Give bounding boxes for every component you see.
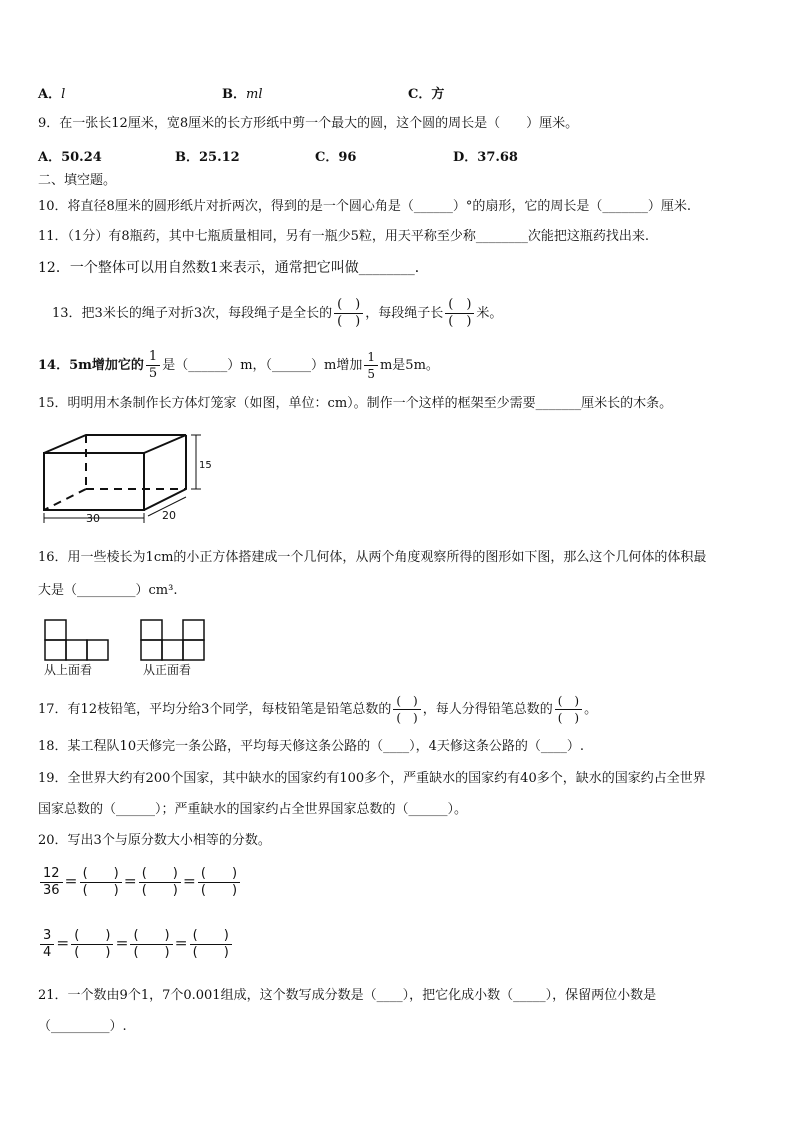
q16-front-view-grid — [140, 619, 206, 661]
q19-line1: 19．全世界大约有200个国家，其中缺水的国家约有100多个，严重缺水的国家约有40多个，缺水的国家约占全世界 — [38, 771, 706, 786]
q20-blank-fraction: $\frac{( )}{( )}$ — [190, 928, 232, 961]
q16-front-view-label: 从正面看 — [143, 663, 192, 677]
length-label: 30 — [86, 512, 100, 525]
q11-text: 11．（1分）有8瓶药，其中七瓶质量相同，另有一瓶少5粒，用天平称至少称________次能把这瓶药找出来. — [38, 229, 649, 244]
cuboid-top-edges — [44, 435, 186, 453]
q13-fraction-1: $\frac{( )}{( )}$ — [334, 297, 363, 330]
q14-fraction-1: $\frac{1}{5}$ — [146, 349, 160, 382]
q21-line2: （_________）. — [38, 1019, 127, 1034]
q20-blank-fraction: $\frac{( )}{( )}$ — [130, 928, 172, 961]
q8-option-c: C．方 — [408, 87, 445, 102]
q17-fraction-2: $\frac{( )}{( )}$ — [555, 693, 582, 726]
q15-cuboid-figure — [36, 428, 216, 528]
width-label: 20 — [162, 509, 176, 522]
q13-text: 13．把3米长的绳子对折3次，每段绳子是全长的 $\frac{( )}{( )}$ ，每段绳子长 $\frac{( )}{( )}$ 米。 — [52, 297, 503, 329]
q16-line2: 大是（_________）cm³. — [38, 583, 178, 598]
q14-text: 14．5m增加它的 $\frac{1}{5}$ 是（______）m，（______）m增加 $\frac{1}{5}$ m是5m。 — [38, 349, 439, 381]
q20-fraction-12-36: $\frac{12}{36}$ — [40, 866, 63, 899]
q19-line2: 国家总数的（______）；严重缺水的国家约占全世界国家总数的（______）。 — [38, 802, 468, 817]
q20-blank-fraction: $\frac{( )}{( )}$ — [80, 866, 122, 899]
cuboid-right-edges — [144, 435, 186, 510]
q13-fraction-2: $\frac{( )}{( )}$ — [445, 297, 474, 330]
q20-blank-fraction: $\frac{( )}{( )}$ — [198, 866, 240, 899]
q17-text: 17．有12枝铅笔，平均分给3个同学，每枝铅笔是铅笔总数的 $\frac{( )}{( )}$ ，每人分得铅笔总数的 $\frac{( )}{( )}$ 。 — [38, 694, 598, 725]
q20-blank-fraction: $\frac{( )}{( )}$ — [71, 928, 113, 961]
q21-line1: 21．一个数由9个1，7个0.001组成，这个数写成分数是（____），把它化成小数（_____），保留两位小数是 — [38, 988, 657, 1003]
q20-row-2: $\frac{3}{4}$ ＝ $\frac{( )}{( )}$ ＝ $\frac{( )}{( )}$ ＝ $\frac{( )}{( )}$ — [38, 922, 234, 968]
q9-option-d: D．37.68 — [453, 150, 518, 165]
cuboid-hidden-edge-side — [44, 489, 86, 510]
section-title: 二、填空题。 — [38, 173, 117, 188]
q18-text: 18．某工程队10天修完一条公路，平均每天修这条公路的（____），4天修这条公路的（____）. — [38, 739, 584, 754]
q16-top-view-label: 从上面看 — [44, 663, 93, 677]
q20-fraction-3-4: $\frac{3}{4}$ — [40, 928, 54, 961]
q14-fraction-2: $\frac{1}{5}$ — [364, 349, 378, 382]
q16-top-view-grid — [44, 619, 110, 661]
q20-text: 20．写出3个与原分数大小相等的分数。 — [38, 833, 271, 848]
q9-option-b: B．25.12 — [175, 150, 240, 165]
q9-text: 9．在一张长12厘米，宽8厘米的长方形纸中剪一个最大的圆，这个圆的周长是（ ）厘米。 — [38, 116, 579, 131]
q17-fraction-1: $\frac{( )}{( )}$ — [393, 693, 420, 726]
q9-option-c: C．96 — [315, 150, 357, 165]
q8-option-a: A．l — [38, 87, 66, 102]
q10-text: 10．将直径8厘米的圆形纸片对折两次，得到的是一个圆心角是（______）°的扇形，它的周长是（_______）厘米. — [38, 199, 691, 214]
q20-blank-fraction: $\frac{( )}{( )}$ — [139, 866, 181, 899]
q20-row-1: $\frac{12}{36}$ ＝ $\frac{( )}{( )}$ ＝ $\frac{( )}{( )}$ ＝ $\frac{( )}{( )}$ — [38, 860, 242, 906]
q8-option-b: B．ml — [222, 87, 263, 102]
q15-text: 15．明明用木条制作长方体灯笼家（如图，单位：cm）。制作一个这样的框架至少需要_______厘米长的木条。 — [38, 396, 673, 411]
q16-line1: 16．用一些棱长为1cm的小正方体搭建成一个几何体，从两个角度观察所得的图形如下图，那么这个几何体的体积最 — [38, 550, 707, 565]
height-label: 15 — [199, 460, 212, 471]
q12-text: 12．一个整体可以用自然数1来表示，通常把它叫做________． — [38, 260, 429, 276]
q9-option-a: A．50.24 — [38, 150, 102, 165]
